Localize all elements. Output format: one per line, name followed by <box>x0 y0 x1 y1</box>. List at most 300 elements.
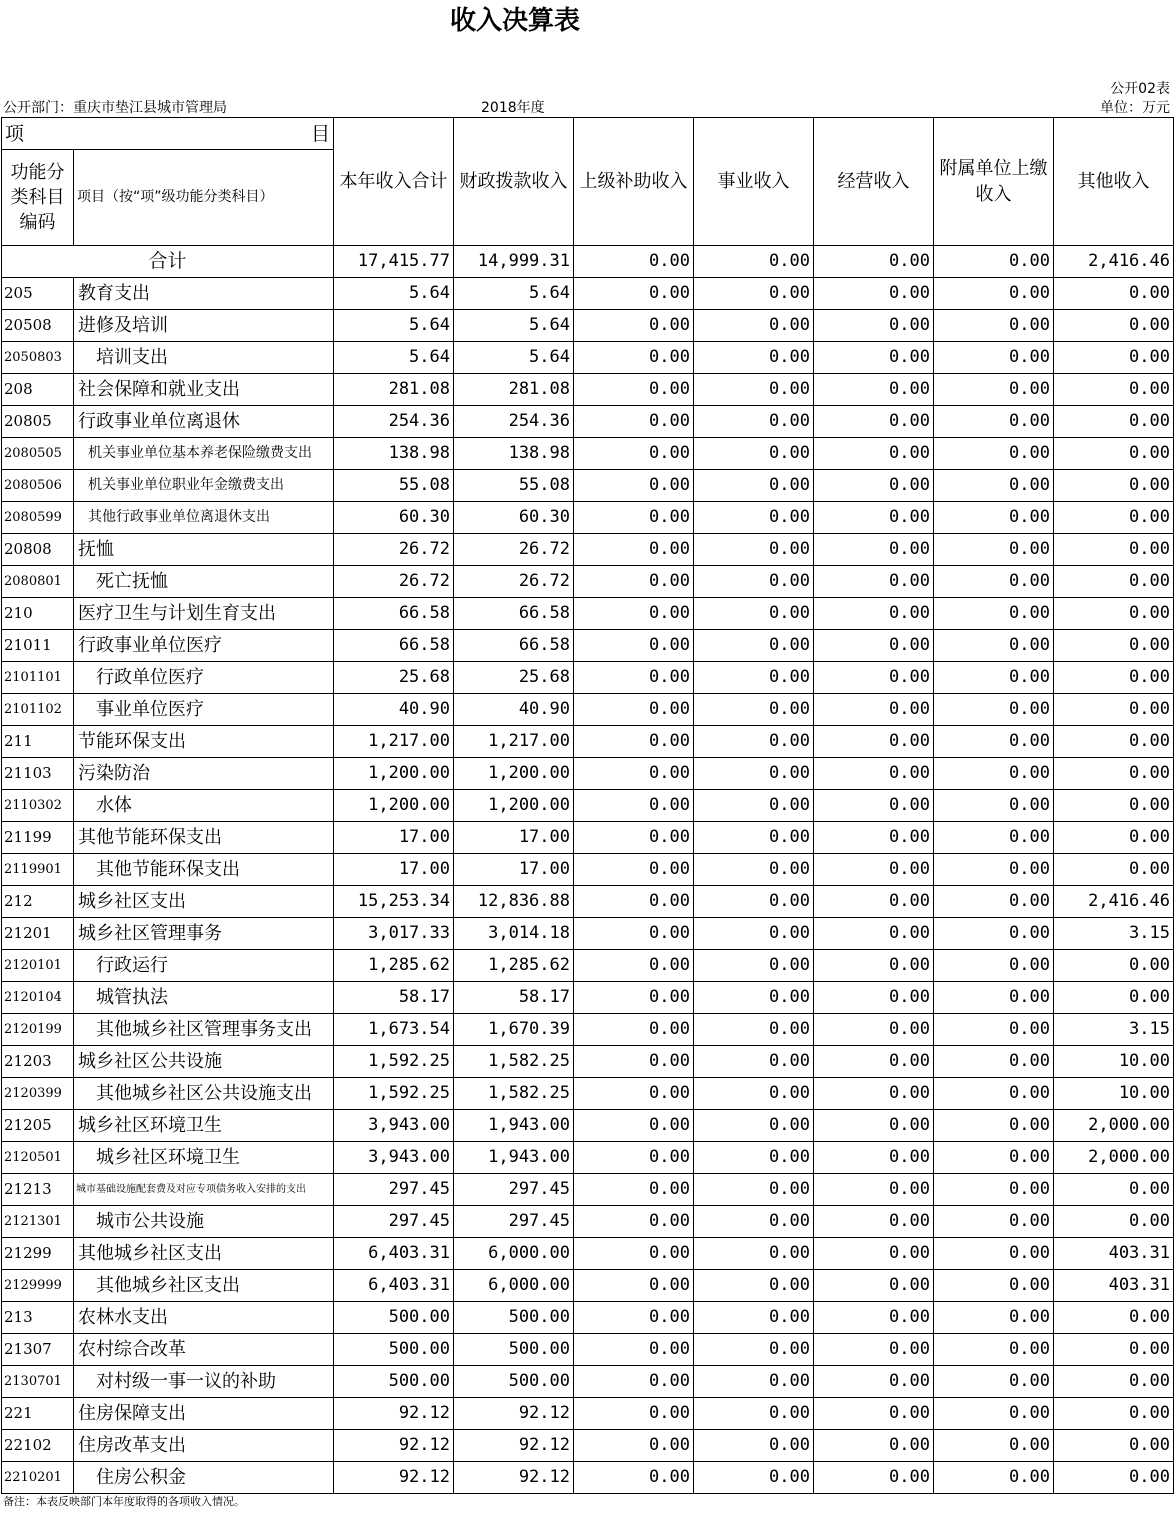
row-value: 60.30 <box>334 502 454 534</box>
row-value: 40.90 <box>454 694 574 726</box>
row-value: 0.00 <box>814 1302 934 1334</box>
row-value: 17.00 <box>454 822 574 854</box>
row-value: 0.00 <box>574 1142 694 1174</box>
table-row <box>2 1302 1174 1334</box>
row-value: 0.00 <box>694 470 814 502</box>
row-value: 0.00 <box>934 1046 1054 1078</box>
row-value: 17.00 <box>334 822 454 854</box>
table-row <box>2 438 1174 470</box>
row-value: 0.00 <box>934 1110 1054 1142</box>
row-value: 25.68 <box>454 662 574 694</box>
year-label: 2018年度 <box>481 100 545 116</box>
row-value: 0.00 <box>934 1462 1054 1494</box>
row-value: 15,253.34 <box>334 886 454 918</box>
row-value: 0.00 <box>1054 790 1174 822</box>
row-value: 0.00 <box>934 822 1054 854</box>
row-value: 25.68 <box>334 662 454 694</box>
row-value: 0.00 <box>934 502 1054 534</box>
row-value: 0.00 <box>814 1334 934 1366</box>
table-row <box>2 1334 1174 1366</box>
row-value: 0.00 <box>934 950 1054 982</box>
row-value: 0.00 <box>934 1366 1054 1398</box>
row-name: 城管执法 <box>74 982 334 1014</box>
row-value: 0.00 <box>934 470 1054 502</box>
row-value: 0.00 <box>814 1078 934 1110</box>
project-header-left: 项 <box>5 122 25 145</box>
row-value: 0.00 <box>574 822 694 854</box>
row-value: 138.98 <box>454 438 574 470</box>
row-value: 0.00 <box>1054 982 1174 1014</box>
row-value: 92.12 <box>334 1430 454 1462</box>
row-value: 0.00 <box>1054 374 1174 406</box>
row-value: 0.00 <box>694 694 814 726</box>
table-row <box>2 662 1174 694</box>
row-value: 0.00 <box>694 598 814 630</box>
row-value: 0.00 <box>934 1270 1054 1302</box>
row-code: 212 <box>2 886 74 918</box>
row-value: 0.00 <box>694 1366 814 1398</box>
row-value: 3,017.33 <box>334 918 454 950</box>
department-label: 公开部门：重庆市垫江县城市管理局 <box>3 100 227 116</box>
row-name: 住房保障支出 <box>74 1398 334 1430</box>
row-value: 0.00 <box>574 1238 694 1270</box>
row-value: 0.00 <box>814 406 934 438</box>
row-code: 2120199 <box>2 1014 74 1046</box>
row-code: 2129999 <box>2 1270 74 1302</box>
row-value: 0.00 <box>574 662 694 694</box>
row-value: 0.00 <box>814 886 934 918</box>
row-value: 0.00 <box>574 374 694 406</box>
table-row <box>2 822 1174 854</box>
row-code: 208 <box>2 374 74 406</box>
row-value: 1,217.00 <box>334 726 454 758</box>
row-value: 0.00 <box>934 1334 1054 1366</box>
row-value: 0.00 <box>814 950 934 982</box>
row-value: 0.00 <box>694 1334 814 1366</box>
row-value: 0.00 <box>574 534 694 566</box>
total-value: 0.00 <box>934 246 1054 278</box>
row-value: 0.00 <box>814 1110 934 1142</box>
row-value: 0.00 <box>574 406 694 438</box>
row-value: 0.00 <box>694 726 814 758</box>
row-value: 0.00 <box>1054 534 1174 566</box>
row-value: 0.00 <box>814 566 934 598</box>
col-header-business: 事业收入 <box>694 118 814 246</box>
table-row <box>2 1398 1174 1430</box>
row-name: 社会保障和就业支出 <box>74 374 334 406</box>
row-value: 500.00 <box>454 1334 574 1366</box>
row-value: 0.00 <box>814 534 934 566</box>
row-name: 行政单位医疗 <box>74 662 334 694</box>
row-value: 92.12 <box>454 1398 574 1430</box>
row-value: 0.00 <box>1054 566 1174 598</box>
total-row <box>2 246 1174 278</box>
row-name: 其他城乡社区公共设施支出 <box>74 1078 334 1110</box>
row-name: 水体 <box>74 790 334 822</box>
row-name: 事业单位医疗 <box>74 694 334 726</box>
row-value: 66.58 <box>334 598 454 630</box>
row-code: 2120501 <box>2 1142 74 1174</box>
row-value: 0.00 <box>574 1110 694 1142</box>
row-value: 0.00 <box>934 758 1054 790</box>
row-value: 1,673.54 <box>334 1014 454 1046</box>
table-row <box>2 1142 1174 1174</box>
col-header-total: 本年收入合计 <box>334 118 454 246</box>
row-value: 0.00 <box>814 726 934 758</box>
row-value: 2,000.00 <box>1054 1110 1174 1142</box>
row-code: 211 <box>2 726 74 758</box>
row-name: 住房公积金 <box>74 1462 334 1494</box>
row-value: 0.00 <box>934 1078 1054 1110</box>
table-row <box>2 1174 1174 1206</box>
row-value: 17.00 <box>454 854 574 886</box>
row-value: 0.00 <box>574 1334 694 1366</box>
row-name: 城市基础设施配套费及对应专项债务收入安排的支出 <box>74 1174 334 1206</box>
row-value: 0.00 <box>814 1270 934 1302</box>
table-row <box>2 1238 1174 1270</box>
row-value: 0.00 <box>694 758 814 790</box>
row-value: 92.12 <box>454 1430 574 1462</box>
table-row <box>2 502 1174 534</box>
row-value: 17.00 <box>334 854 454 886</box>
row-value: 0.00 <box>694 278 814 310</box>
table-row <box>2 1462 1174 1494</box>
table-row <box>2 758 1174 790</box>
row-value: 0.00 <box>934 598 1054 630</box>
row-code: 205 <box>2 278 74 310</box>
row-value: 0.00 <box>1054 502 1174 534</box>
row-value: 0.00 <box>1054 1302 1174 1334</box>
row-value: 5.64 <box>334 278 454 310</box>
table-row <box>2 470 1174 502</box>
row-name: 其他城乡社区支出 <box>74 1270 334 1302</box>
row-value: 0.00 <box>934 1206 1054 1238</box>
table-row <box>2 534 1174 566</box>
row-value: 0.00 <box>814 1142 934 1174</box>
row-value: 281.08 <box>454 374 574 406</box>
row-value: 2,416.46 <box>1054 886 1174 918</box>
row-value: 0.00 <box>694 662 814 694</box>
row-value: 0.00 <box>814 1398 934 1430</box>
row-name: 医疗卫生与计划生育支出 <box>74 598 334 630</box>
row-value: 254.36 <box>334 406 454 438</box>
row-value: 297.45 <box>454 1206 574 1238</box>
row-value: 26.72 <box>334 566 454 598</box>
row-value: 0.00 <box>814 662 934 694</box>
table-row <box>2 1078 1174 1110</box>
total-value: 2,416.46 <box>1054 246 1174 278</box>
row-value: 0.00 <box>694 534 814 566</box>
row-value: 0.00 <box>814 598 934 630</box>
row-code: 2050803 <box>2 342 74 374</box>
row-value: 0.00 <box>1054 438 1174 470</box>
row-value: 1,200.00 <box>454 758 574 790</box>
row-value: 66.58 <box>334 630 454 662</box>
table-row <box>2 1270 1174 1302</box>
row-value: 0.00 <box>934 1238 1054 1270</box>
row-code: 2121301 <box>2 1206 74 1238</box>
row-value: 0.00 <box>934 1302 1054 1334</box>
row-code: 21213 <box>2 1174 74 1206</box>
row-value: 0.00 <box>814 694 934 726</box>
row-value: 0.00 <box>814 982 934 1014</box>
row-value: 0.00 <box>1054 694 1174 726</box>
row-code: 2101101 <box>2 662 74 694</box>
row-value: 0.00 <box>934 982 1054 1014</box>
row-name: 行政运行 <box>74 950 334 982</box>
row-value: 6,403.31 <box>334 1270 454 1302</box>
row-code: 21203 <box>2 1046 74 1078</box>
row-value: 0.00 <box>934 854 1054 886</box>
row-value: 0.00 <box>814 374 934 406</box>
row-value: 0.00 <box>814 1206 934 1238</box>
row-value: 0.00 <box>574 438 694 470</box>
row-value: 0.00 <box>694 918 814 950</box>
row-value: 1,200.00 <box>454 790 574 822</box>
row-value: 0.00 <box>934 566 1054 598</box>
row-value: 0.00 <box>1054 310 1174 342</box>
row-value: 0.00 <box>574 854 694 886</box>
row-value: 0.00 <box>574 278 694 310</box>
row-value: 0.00 <box>694 1206 814 1238</box>
row-value: 1,582.25 <box>454 1078 574 1110</box>
table-row <box>2 1110 1174 1142</box>
row-name: 机关事业单位基本养老保险缴费支出 <box>74 438 334 470</box>
row-value: 0.00 <box>694 406 814 438</box>
row-value: 0.00 <box>694 1302 814 1334</box>
row-value: 0.00 <box>574 566 694 598</box>
row-value: 0.00 <box>1054 662 1174 694</box>
total-value: 0.00 <box>814 246 934 278</box>
table-row <box>2 598 1174 630</box>
row-code: 21307 <box>2 1334 74 1366</box>
row-name: 机关事业单位职业年金缴费支出 <box>74 470 334 502</box>
row-value: 0.00 <box>1054 1366 1174 1398</box>
row-value: 0.00 <box>574 758 694 790</box>
row-name: 城市公共设施 <box>74 1206 334 1238</box>
row-value: 254.36 <box>454 406 574 438</box>
row-value: 0.00 <box>694 886 814 918</box>
row-value: 500.00 <box>454 1302 574 1334</box>
row-code: 22102 <box>2 1430 74 1462</box>
row-value: 0.00 <box>814 758 934 790</box>
name-col-header: 项目（按“项”级功能分类科目） <box>74 150 334 246</box>
row-value: 0.00 <box>694 1398 814 1430</box>
row-name: 死亡抚恤 <box>74 566 334 598</box>
row-value: 0.00 <box>1054 406 1174 438</box>
table-row <box>2 886 1174 918</box>
row-value: 1,592.25 <box>334 1046 454 1078</box>
row-value: 0.00 <box>574 1270 694 1302</box>
row-value: 0.00 <box>574 342 694 374</box>
row-value: 0.00 <box>694 1142 814 1174</box>
row-value: 0.00 <box>694 1462 814 1494</box>
row-value: 0.00 <box>934 278 1054 310</box>
code-col-header: 功能分类科目编码 <box>2 150 74 246</box>
row-value: 0.00 <box>574 886 694 918</box>
total-value: 14,999.31 <box>454 246 574 278</box>
row-code: 2110302 <box>2 790 74 822</box>
row-code: 2120101 <box>2 950 74 982</box>
row-value: 0.00 <box>1054 278 1174 310</box>
row-value: 1,582.25 <box>454 1046 574 1078</box>
row-code: 2080505 <box>2 438 74 470</box>
project-header-right: 目 <box>310 122 330 145</box>
table-row <box>2 694 1174 726</box>
row-name: 其他节能环保支出 <box>74 854 334 886</box>
row-value: 0.00 <box>694 1270 814 1302</box>
row-value: 0.00 <box>694 950 814 982</box>
row-value: 3.15 <box>1054 1014 1174 1046</box>
row-value: 0.00 <box>694 438 814 470</box>
row-code: 21201 <box>2 918 74 950</box>
row-name: 城乡社区支出 <box>74 886 334 918</box>
row-value: 0.00 <box>934 374 1054 406</box>
row-name: 行政事业单位医疗 <box>74 630 334 662</box>
row-value: 0.00 <box>814 310 934 342</box>
row-code: 2080599 <box>2 502 74 534</box>
row-value: 1,200.00 <box>334 758 454 790</box>
row-code: 213 <box>2 1302 74 1334</box>
table-row <box>2 1046 1174 1078</box>
total-value: 0.00 <box>574 246 694 278</box>
page-title: 收入决算表 <box>449 6 580 36</box>
col-header-fiscal: 财政拨款收入 <box>454 118 574 246</box>
row-value: 0.00 <box>574 1078 694 1110</box>
unit-label: 单位：万元 <box>1100 100 1170 116</box>
row-name: 住房改革支出 <box>74 1430 334 1462</box>
row-value: 0.00 <box>574 1302 694 1334</box>
row-value: 5.64 <box>334 310 454 342</box>
row-value: 0.00 <box>934 886 1054 918</box>
total-label: 合计 <box>2 246 334 278</box>
row-value: 297.45 <box>334 1174 454 1206</box>
table-row <box>2 406 1174 438</box>
row-value: 0.00 <box>814 342 934 374</box>
row-value: 0.00 <box>694 1430 814 1462</box>
row-name: 城乡社区环境卫生 <box>74 1142 334 1174</box>
row-name: 其他行政事业单位离退休支出 <box>74 502 334 534</box>
row-value: 6,000.00 <box>454 1238 574 1270</box>
row-name: 城乡社区公共设施 <box>74 1046 334 1078</box>
row-value: 1,592.25 <box>334 1078 454 1110</box>
row-value: 0.00 <box>934 438 1054 470</box>
row-value: 0.00 <box>814 1430 934 1462</box>
row-name: 对村级一事一议的补助 <box>74 1366 334 1398</box>
row-value: 0.00 <box>694 790 814 822</box>
row-value: 0.00 <box>934 406 1054 438</box>
footnote: 备注：本表反映部门本年度取得的各项收入情况。 <box>3 1495 245 1508</box>
row-name: 其他城乡社区管理事务支出 <box>74 1014 334 1046</box>
row-value: 1,943.00 <box>454 1142 574 1174</box>
table-row <box>2 342 1174 374</box>
row-value: 0.00 <box>1054 598 1174 630</box>
row-code: 2101102 <box>2 694 74 726</box>
row-value: 0.00 <box>1054 1462 1174 1494</box>
row-value: 5.64 <box>454 342 574 374</box>
table-row <box>2 950 1174 982</box>
row-value: 26.72 <box>454 534 574 566</box>
row-value: 0.00 <box>814 1014 934 1046</box>
row-value: 55.08 <box>454 470 574 502</box>
row-code: 21205 <box>2 1110 74 1142</box>
row-value: 0.00 <box>574 918 694 950</box>
row-value: 0.00 <box>574 630 694 662</box>
row-value: 0.00 <box>694 310 814 342</box>
col-header-superior: 上级补助收入 <box>574 118 694 246</box>
row-value: 0.00 <box>934 342 1054 374</box>
row-value: 26.72 <box>334 534 454 566</box>
row-value: 0.00 <box>574 1430 694 1462</box>
row-value: 0.00 <box>814 1046 934 1078</box>
row-value: 0.00 <box>574 1174 694 1206</box>
row-value: 500.00 <box>334 1302 454 1334</box>
row-code: 2130701 <box>2 1366 74 1398</box>
row-value: 3,943.00 <box>334 1110 454 1142</box>
row-value: 0.00 <box>574 790 694 822</box>
project-header <box>2 118 334 150</box>
table-row <box>2 918 1174 950</box>
row-value: 1,285.62 <box>334 950 454 982</box>
row-code: 20808 <box>2 534 74 566</box>
row-value: 92.12 <box>334 1462 454 1494</box>
row-value: 0.00 <box>934 694 1054 726</box>
row-value: 0.00 <box>1054 758 1174 790</box>
row-code: 20508 <box>2 310 74 342</box>
row-value: 0.00 <box>814 1462 934 1494</box>
row-name: 污染防治 <box>74 758 334 790</box>
table-row <box>2 726 1174 758</box>
col-header-other: 其他收入 <box>1054 118 1174 246</box>
row-value: 0.00 <box>574 1398 694 1430</box>
row-value: 0.00 <box>694 374 814 406</box>
row-value: 0.00 <box>574 470 694 502</box>
row-code: 2210201 <box>2 1462 74 1494</box>
row-value: 0.00 <box>934 918 1054 950</box>
row-value: 3,943.00 <box>334 1142 454 1174</box>
row-value: 138.98 <box>334 438 454 470</box>
row-value: 0.00 <box>694 566 814 598</box>
row-value: 0.00 <box>1054 342 1174 374</box>
row-value: 0.00 <box>1054 1206 1174 1238</box>
row-value: 0.00 <box>814 1174 934 1206</box>
row-value: 10.00 <box>1054 1078 1174 1110</box>
row-value: 0.00 <box>694 854 814 886</box>
row-value: 0.00 <box>934 1398 1054 1430</box>
row-name: 其他节能环保支出 <box>74 822 334 854</box>
row-value: 0.00 <box>814 918 934 950</box>
row-value: 0.00 <box>1054 854 1174 886</box>
row-value: 5.64 <box>334 342 454 374</box>
table-row <box>2 310 1174 342</box>
row-code: 2080801 <box>2 566 74 598</box>
row-value: 500.00 <box>334 1366 454 1398</box>
row-value: 0.00 <box>574 1206 694 1238</box>
row-value: 3,014.18 <box>454 918 574 950</box>
total-value: 0.00 <box>694 246 814 278</box>
table-row <box>2 1366 1174 1398</box>
row-value: 0.00 <box>574 726 694 758</box>
row-code: 20805 <box>2 406 74 438</box>
row-value: 0.00 <box>574 1462 694 1494</box>
row-value: 1,217.00 <box>454 726 574 758</box>
row-value: 0.00 <box>574 502 694 534</box>
total-value: 17,415.77 <box>334 246 454 278</box>
table-row <box>2 1430 1174 1462</box>
row-name: 抚恤 <box>74 534 334 566</box>
row-value: 92.12 <box>454 1462 574 1494</box>
row-value: 500.00 <box>334 1334 454 1366</box>
